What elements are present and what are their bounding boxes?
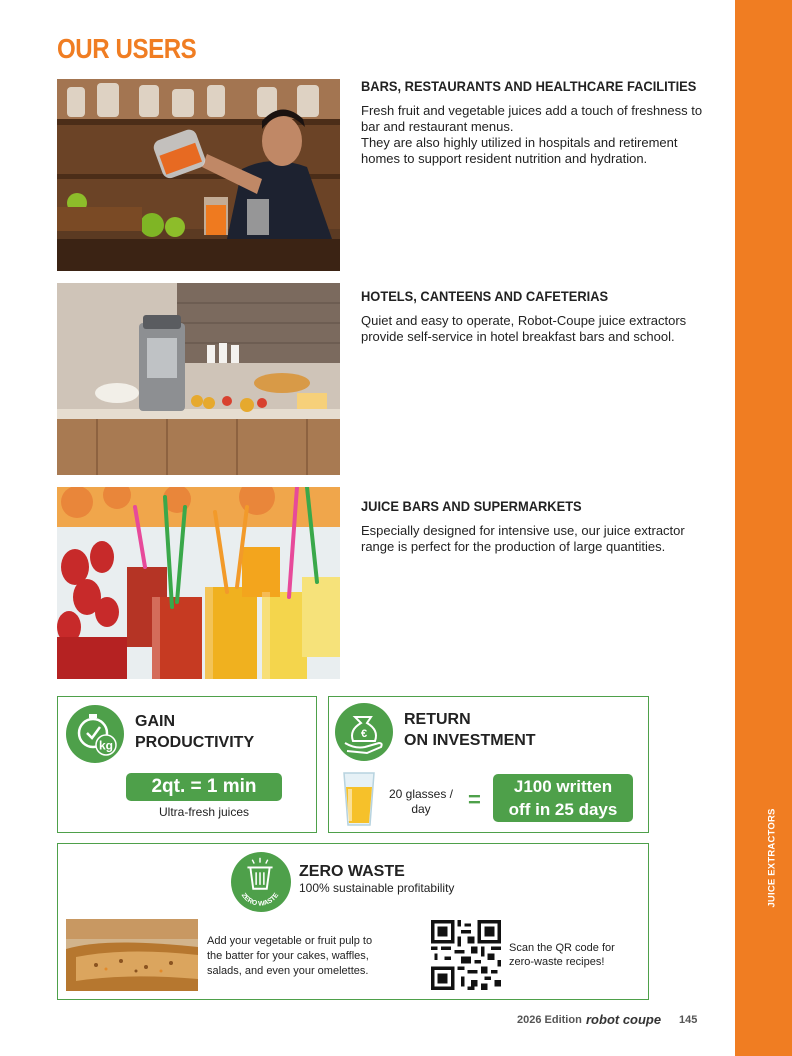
qr-code[interactable] xyxy=(431,920,501,990)
zero-waste-subtitle: 100% sustainable profitability xyxy=(299,881,455,895)
text-line: day xyxy=(411,802,431,816)
productivity-value: 2qt. = 1 min xyxy=(126,773,282,801)
zero-waste-title: ZERO WASTE xyxy=(299,863,405,880)
section-bars-restaurants xyxy=(361,78,711,167)
title-line: GAIN xyxy=(135,713,175,730)
zero-waste-tip xyxy=(207,934,372,979)
bartender-photo xyxy=(57,79,340,271)
side-bar xyxy=(735,0,792,1056)
section-heading: HOTELS, CANTEENS AND CAFETERIAS xyxy=(361,288,609,304)
cake-photo xyxy=(66,919,198,991)
equals-sign: = xyxy=(468,787,481,812)
section-hotels-canteens xyxy=(361,288,711,345)
page-number: 145 xyxy=(679,1014,698,1026)
title-line: RETURN xyxy=(404,711,471,728)
money-bag-hand-icon xyxy=(335,703,393,761)
roi-title xyxy=(404,709,536,751)
productivity-title xyxy=(135,711,254,753)
recycle-bin-icon xyxy=(231,852,291,912)
badge-text: ZERO WASTE xyxy=(239,891,281,908)
title-line: ON INVESTMENT xyxy=(404,732,536,749)
text-line: 20 glasses / xyxy=(388,787,454,801)
section-body: Quiet and easy to operate, Robot-Coupe juice extractors provide self-service in hotel breakfast bars and school. xyxy=(361,313,687,344)
text-line: J100 written xyxy=(513,777,613,796)
text-line: off in 25 days xyxy=(508,800,618,819)
roi-box xyxy=(328,696,649,833)
text-line: the batter for your cakes, waffles, xyxy=(207,950,369,962)
section-body: Especially designed for intensive use, our juice extractor range is perfect for the production of large quantities. xyxy=(361,523,685,554)
text-line: Scan the QR code for xyxy=(509,942,615,954)
text-line: salads, and even your omelettes. xyxy=(207,965,369,977)
productivity-caption: Ultra-fresh juices xyxy=(158,805,250,819)
juice-glass-icon xyxy=(342,771,376,827)
title-line: PRODUCTIVITY xyxy=(135,734,255,751)
edition-label: 2026 Edition xyxy=(517,1014,582,1026)
side-label: JUICE EXTRACTORS xyxy=(766,808,778,908)
section-heading: BARS, RESTAURANTS AND HEALTHCARE FACILITIES xyxy=(361,78,697,94)
roi-result xyxy=(493,774,633,822)
brand-logo: robot coupe xyxy=(586,1012,662,1027)
text-line: Add your vegetable or fruit pulp to xyxy=(207,935,373,947)
glasses-per-day xyxy=(381,787,461,817)
text-line: zero-waste recipes! xyxy=(509,956,605,968)
stopwatch-kg-icon xyxy=(66,705,124,763)
svg-text:kg: kg xyxy=(98,738,114,753)
section-body: Fresh fruit and vegetable juices add a touch of freshness to bar and restaurant menus. xyxy=(361,103,703,134)
juice-cups-photo xyxy=(57,487,340,679)
zero-waste-box xyxy=(57,843,649,1000)
svg-text:€: € xyxy=(360,728,368,740)
productivity-box xyxy=(57,696,317,833)
section-juice-bars xyxy=(361,498,711,555)
section-heading: JUICE BARS AND SUPERMARKETS xyxy=(361,498,582,514)
qr-caption xyxy=(509,941,615,969)
svg-text:ZERO WASTE xyxy=(240,892,281,908)
page-title: OUR USERS xyxy=(57,33,197,64)
section-body-2: They are also highly utilized in hospitals and retirement homes to support resident nutrition and hydration. xyxy=(361,135,678,166)
buffet-photo xyxy=(57,283,340,475)
